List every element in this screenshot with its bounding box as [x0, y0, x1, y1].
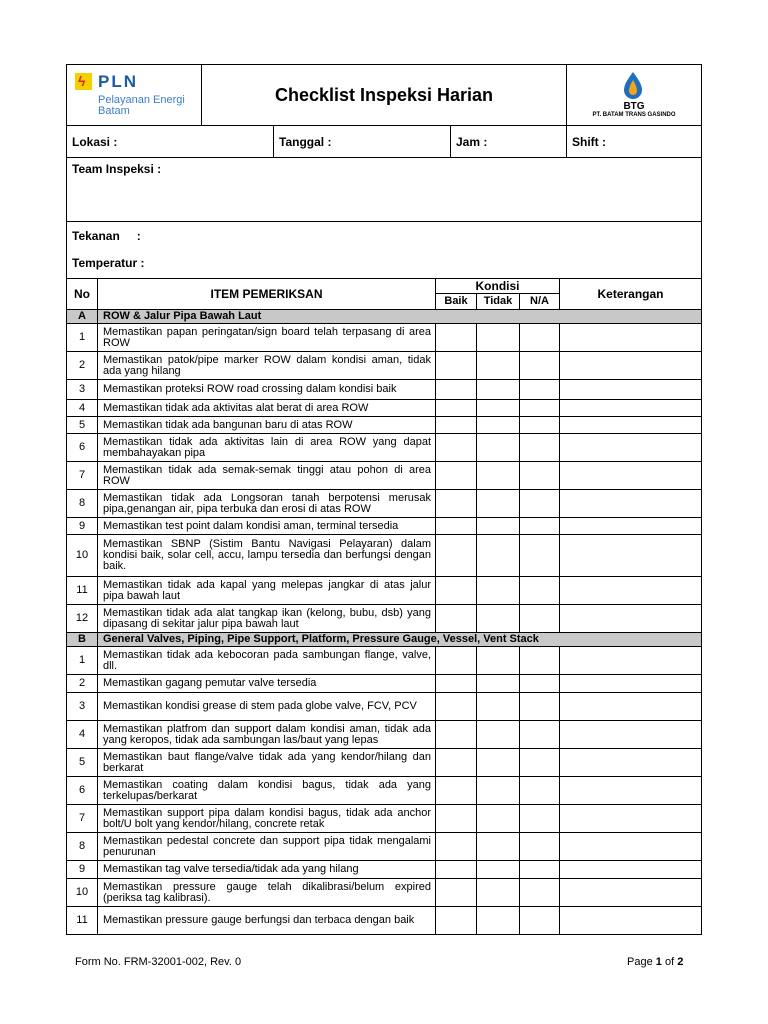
- baik-checkbox-cell[interactable]: [436, 324, 477, 352]
- item-text: Memastikan tidak ada alat tangkap ikan (kelong, bubu, dsb) yang dipasang di sekitar jalur pipa bawah laut: [98, 605, 436, 633]
- keterangan-cell[interactable]: [560, 833, 702, 861]
- item-number: 11: [67, 907, 98, 935]
- section-code: B: [67, 633, 98, 647]
- keterangan-cell[interactable]: [560, 861, 702, 879]
- col-na: N/A: [520, 294, 560, 310]
- table-row: [67, 605, 702, 633]
- na-checkbox-cell[interactable]: [520, 462, 560, 490]
- item-text: Memastikan support pipa dalam kondisi bagus, tidak ada anchor bolt/U bolt yang kendor/hilang, concrete retak: [98, 805, 436, 833]
- na-checkbox-cell[interactable]: [520, 352, 560, 380]
- table-row: [67, 777, 702, 805]
- team-inspeksi-field[interactable]: Team Inspeksi :: [67, 158, 702, 222]
- table-row: [67, 675, 702, 693]
- na-checkbox-cell[interactable]: [520, 879, 560, 907]
- baik-checkbox-cell[interactable]: [436, 861, 477, 879]
- baik-checkbox-cell[interactable]: [436, 417, 477, 434]
- item-number: 8: [67, 490, 98, 518]
- tidak-checkbox-cell[interactable]: [477, 462, 520, 490]
- section-title: General Valves, Piping, Pipe Support, Platform, Pressure Gauge, Vessel, Vent Stack: [98, 633, 702, 647]
- keterangan-cell[interactable]: [560, 675, 702, 693]
- na-checkbox-cell[interactable]: [520, 805, 560, 833]
- item-text: Memastikan test point dalam kondisi aman, terminal tersedia: [98, 518, 436, 535]
- table-row: [67, 879, 702, 907]
- col-tidak: Tidak: [477, 294, 520, 310]
- tekanan-temperatur-field[interactable]: [67, 222, 702, 279]
- pln-name: PLN: [98, 72, 138, 91]
- item-number: 6: [67, 777, 98, 805]
- item-number: 9: [67, 518, 98, 535]
- keterangan-cell[interactable]: [560, 462, 702, 490]
- item-text: Memastikan proteksi ROW road crossing dalam kondisi baik: [98, 380, 436, 400]
- col-item: ITEM PEMERIKSAN: [98, 279, 436, 310]
- tidak-checkbox-cell[interactable]: [477, 749, 520, 777]
- item-number: 4: [67, 721, 98, 749]
- keterangan-cell[interactable]: [560, 577, 702, 605]
- na-checkbox-cell[interactable]: [520, 647, 560, 675]
- table-row: [67, 324, 702, 352]
- na-checkbox-cell[interactable]: [520, 907, 560, 935]
- tidak-checkbox-cell[interactable]: [477, 777, 520, 805]
- keterangan-cell[interactable]: [560, 535, 702, 577]
- baik-checkbox-cell[interactable]: [436, 777, 477, 805]
- item-text: Memastikan coating dalam kondisi bagus, tidak ada yang terkelupas/berkarat: [98, 777, 436, 805]
- item-text: Memastikan SBNP (Sistim Bantu Navigasi Pelayaran) dalam kondisi baik, solar cell, accu, lampu tersedia dan berfungsi dengan baik.: [98, 535, 436, 577]
- tidak-checkbox-cell[interactable]: [477, 352, 520, 380]
- na-checkbox-cell[interactable]: [520, 605, 560, 633]
- tidak-checkbox-cell[interactable]: [477, 400, 520, 417]
- keterangan-cell[interactable]: [560, 400, 702, 417]
- item-number: 8: [67, 833, 98, 861]
- table-row: [67, 380, 702, 400]
- baik-checkbox-cell[interactable]: [436, 490, 477, 518]
- item-text: Memastikan gagang pemutar valve tersedia: [98, 675, 436, 693]
- na-checkbox-cell[interactable]: [520, 577, 560, 605]
- table-row: [67, 749, 702, 777]
- tidak-checkbox-cell[interactable]: [477, 693, 520, 721]
- tidak-checkbox-cell[interactable]: [477, 907, 520, 935]
- item-number: 1: [67, 647, 98, 675]
- keterangan-cell[interactable]: [560, 605, 702, 633]
- btg-name: BTG: [623, 101, 645, 112]
- table-row: [67, 833, 702, 861]
- table-row: [67, 352, 702, 380]
- na-checkbox-cell[interactable]: [520, 675, 560, 693]
- table-row: [67, 693, 702, 721]
- section-code: A: [67, 310, 98, 324]
- item-number: 7: [67, 805, 98, 833]
- tidak-checkbox-cell[interactable]: [477, 577, 520, 605]
- btg-fullname: PT. BATAM TRANS GASINDO: [592, 112, 676, 118]
- tidak-checkbox-cell[interactable]: [477, 805, 520, 833]
- keterangan-cell[interactable]: [560, 907, 702, 935]
- na-checkbox-cell[interactable]: [520, 861, 560, 879]
- baik-checkbox-cell[interactable]: [436, 907, 477, 935]
- keterangan-cell[interactable]: [560, 749, 702, 777]
- jam-field[interactable]: Jam :: [451, 126, 567, 158]
- header-table: [66, 64, 702, 126]
- item-text: Memastikan pressure gauge telah dikalibrasi/belum expired (periksa tag kalibrasi).: [98, 879, 436, 907]
- item-text: Memastikan kondisi grease di stem pada globe valve, FCV, PCV: [98, 693, 436, 721]
- tidak-checkbox-cell[interactable]: [477, 417, 520, 434]
- na-checkbox-cell[interactable]: [520, 777, 560, 805]
- table-row: [67, 490, 702, 518]
- item-text: Memastikan tidak ada semak-semak tinggi atau pohon di area ROW: [98, 462, 436, 490]
- baik-checkbox-cell[interactable]: [436, 605, 477, 633]
- baik-checkbox-cell[interactable]: [436, 805, 477, 833]
- item-number: 4: [67, 400, 98, 417]
- item-number: 5: [67, 417, 98, 434]
- na-checkbox-cell[interactable]: [520, 490, 560, 518]
- item-number: 2: [67, 675, 98, 693]
- baik-checkbox-cell[interactable]: [436, 380, 477, 400]
- tekanan-label: Tekanan: [72, 229, 120, 243]
- baik-checkbox-cell[interactable]: [436, 535, 477, 577]
- na-checkbox-cell[interactable]: [520, 324, 560, 352]
- tidak-checkbox-cell[interactable]: [477, 434, 520, 462]
- col-keterangan: Keterangan: [560, 279, 702, 310]
- tidak-checkbox-cell[interactable]: [477, 324, 520, 352]
- form-number: Form No. FRM-32001-002, Rev. 0: [75, 956, 242, 968]
- tidak-checkbox-cell[interactable]: [477, 861, 520, 879]
- tidak-checkbox-cell[interactable]: [477, 879, 520, 907]
- table-row: [67, 400, 702, 417]
- table-row: [67, 518, 702, 535]
- keterangan-cell[interactable]: [560, 324, 702, 352]
- item-text: Memastikan tidak ada aktivitas lain di area ROW yang dapat membahayakan pipa: [98, 434, 436, 462]
- item-number: 2: [67, 352, 98, 380]
- keterangan-cell[interactable]: [560, 352, 702, 380]
- keterangan-cell[interactable]: [560, 417, 702, 434]
- keterangan-cell[interactable]: [560, 518, 702, 535]
- na-checkbox-cell[interactable]: [520, 693, 560, 721]
- tidak-checkbox-cell[interactable]: [477, 647, 520, 675]
- item-text: Memastikan tidak ada Longsoran tanah berpotensi merusak pipa,genangan air, pipa terbuka dan erosi di atas ROW: [98, 490, 436, 518]
- table-row: [67, 577, 702, 605]
- item-number: 6: [67, 434, 98, 462]
- na-checkbox-cell[interactable]: [520, 749, 560, 777]
- baik-checkbox-cell[interactable]: [436, 518, 477, 535]
- item-number: 10: [67, 535, 98, 577]
- baik-checkbox-cell[interactable]: [436, 400, 477, 417]
- tidak-checkbox-cell[interactable]: [477, 675, 520, 693]
- item-text: Memastikan platfrom dan support dalam kondisi aman, tidak ada yang keropos, tidak ada sambungan las/baut yang lepas: [98, 721, 436, 749]
- keterangan-cell[interactable]: [560, 721, 702, 749]
- item-text: Memastikan baut flange/valve tidak ada yang kendor/hilang dan berkarat: [98, 749, 436, 777]
- btg-logo: [567, 65, 702, 126]
- pln-subtitle: Pelayanan Energi Batam: [98, 94, 185, 117]
- item-number: 12: [67, 605, 98, 633]
- col-kondisi: Kondisi: [436, 279, 560, 294]
- tidak-checkbox-cell[interactable]: [477, 490, 520, 518]
- table-row: [67, 434, 702, 462]
- tekanan-separator: :: [136, 229, 141, 243]
- item-text: Memastikan papan peringatan/sign board telah terpasang di area ROW: [98, 324, 436, 352]
- item-text: Memastikan pedestal concrete dan support pipa tidak mengalami penurunan: [98, 833, 436, 861]
- col-baik: Baik: [436, 294, 477, 310]
- baik-checkbox-cell[interactable]: [436, 577, 477, 605]
- flame-icon: [622, 71, 644, 101]
- keterangan-cell[interactable]: [560, 434, 702, 462]
- page-number: Page 1 of 2: [627, 956, 684, 968]
- item-text: Memastikan tag valve tersedia/tidak ada yang hilang: [98, 861, 436, 879]
- keterangan-cell[interactable]: [560, 693, 702, 721]
- keterangan-cell[interactable]: [560, 490, 702, 518]
- na-checkbox-cell[interactable]: [520, 380, 560, 400]
- table-row: [67, 647, 702, 675]
- item-number: 5: [67, 749, 98, 777]
- tidak-checkbox-cell[interactable]: [477, 380, 520, 400]
- na-checkbox-cell[interactable]: [520, 417, 560, 434]
- table-row: [67, 417, 702, 434]
- baik-checkbox-cell[interactable]: [436, 879, 477, 907]
- item-number: 3: [67, 693, 98, 721]
- tanggal-field[interactable]: Tanggal :: [274, 126, 451, 158]
- item-number: 11: [67, 577, 98, 605]
- table-row: [67, 805, 702, 833]
- item-text: Memastikan pressure gauge berfungsi dan terbaca dengan baik: [98, 907, 436, 935]
- tidak-checkbox-cell[interactable]: [477, 518, 520, 535]
- temperatur-label: Temperatur :: [72, 256, 145, 270]
- item-text: Memastikan tidak ada aktivitas alat berat di area ROW: [98, 400, 436, 417]
- na-checkbox-cell[interactable]: [520, 434, 560, 462]
- item-text: Memastikan patok/pipe marker ROW dalam kondisi aman, tidak ada yang hilang: [98, 352, 436, 380]
- pln-bolt-icon: ϟ: [75, 73, 92, 90]
- table-row: [67, 462, 702, 490]
- na-checkbox-cell[interactable]: [520, 535, 560, 577]
- item-number: 9: [67, 861, 98, 879]
- baik-checkbox-cell[interactable]: [436, 833, 477, 861]
- item-number: 7: [67, 462, 98, 490]
- baik-checkbox-cell[interactable]: [436, 647, 477, 675]
- page-title: Checklist Inspeksi Harian: [202, 65, 567, 126]
- item-number: 10: [67, 879, 98, 907]
- tidak-checkbox-cell[interactable]: [477, 721, 520, 749]
- info-table: [66, 125, 702, 279]
- checklist-form: [66, 64, 701, 935]
- na-checkbox-cell[interactable]: [520, 400, 560, 417]
- keterangan-cell[interactable]: [560, 647, 702, 675]
- table-row: [67, 721, 702, 749]
- tidak-checkbox-cell[interactable]: [477, 605, 520, 633]
- section-row: [67, 633, 702, 647]
- checklist-table: [66, 278, 702, 935]
- table-row: [67, 907, 702, 935]
- section-title: ROW & Jalur Pipa Bawah Laut: [98, 310, 702, 324]
- keterangan-cell[interactable]: [560, 805, 702, 833]
- baik-checkbox-cell[interactable]: [436, 675, 477, 693]
- item-number: 1: [67, 324, 98, 352]
- na-checkbox-cell[interactable]: [520, 518, 560, 535]
- table-row: [67, 535, 702, 577]
- na-checkbox-cell[interactable]: [520, 721, 560, 749]
- baik-checkbox-cell[interactable]: [436, 462, 477, 490]
- baik-checkbox-cell[interactable]: [436, 721, 477, 749]
- item-text: Memastikan tidak ada kebocoran pada sambungan flange, valve, dll.: [98, 647, 436, 675]
- keterangan-cell[interactable]: [560, 777, 702, 805]
- baik-checkbox-cell[interactable]: [436, 749, 477, 777]
- item-text: Memastikan tidak ada kapal yang melepas jangkar di atas jalur pipa bawah laut: [98, 577, 436, 605]
- baik-checkbox-cell[interactable]: [436, 693, 477, 721]
- item-number: 3: [67, 380, 98, 400]
- section-row: [67, 310, 702, 324]
- lokasi-field[interactable]: Lokasi :: [67, 126, 274, 158]
- tidak-checkbox-cell[interactable]: [477, 833, 520, 861]
- keterangan-cell[interactable]: [560, 879, 702, 907]
- tidak-checkbox-cell[interactable]: [477, 535, 520, 577]
- item-text: Memastikan tidak ada bangunan baru di atas ROW: [98, 417, 436, 434]
- keterangan-cell[interactable]: [560, 380, 702, 400]
- table-row: [67, 861, 702, 879]
- baik-checkbox-cell[interactable]: [436, 434, 477, 462]
- baik-checkbox-cell[interactable]: [436, 352, 477, 380]
- col-no: No: [67, 279, 98, 310]
- pln-logo: [67, 65, 202, 126]
- na-checkbox-cell[interactable]: [520, 833, 560, 861]
- shift-field[interactable]: Shift :: [567, 126, 702, 158]
